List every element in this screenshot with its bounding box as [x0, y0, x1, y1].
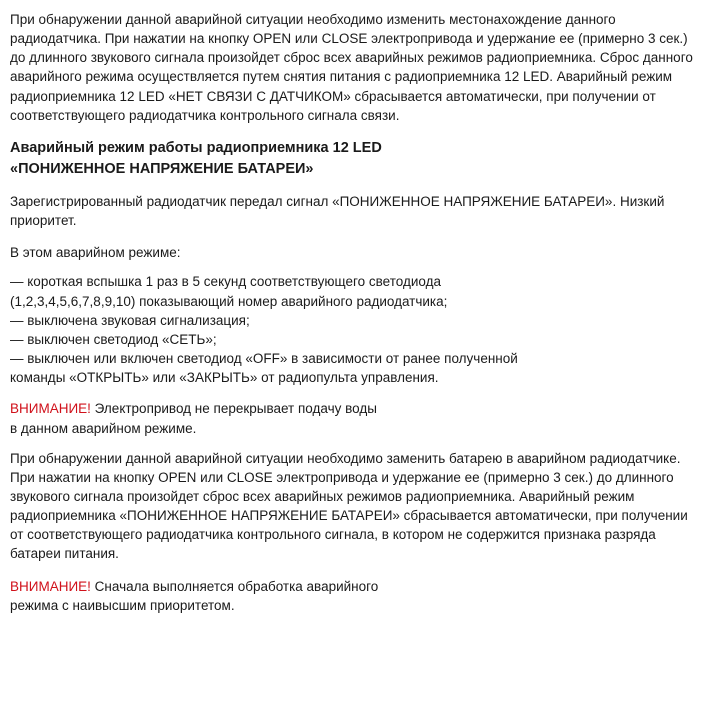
notice-text-1: Электропривод не перекрывает подачу воды: [90, 401, 377, 417]
notice-text-2: режима с наивысшим приоритетом.: [10, 597, 235, 613]
notice-line-1: [10, 577, 695, 596]
notice-water-supply: [10, 399, 695, 437]
list-item: команды «ОТКРЫТЬ» или «ЗАКРЫТЬ» от радиопульта управления.: [10, 370, 439, 386]
list-intro: В этом аварийном режиме:: [10, 245, 181, 261]
notice-text-2: в данном аварийном режиме.: [10, 420, 197, 436]
paragraph-replace-battery: При обнаружении данной аварийной ситуации необходимо заменить батарею в аварийном радиодатчике. При нажатии на кнопку OPEN или CLOSE электропривода и удержание ее (примерно 3 сек.) до длинного звукового сигнала произойдет сброс всех аварийных режимов радиоприемника. Аварийный режим радиоприемника «ПОНИЖЕННОЕ НАПРЯЖЕНИЕ БАТАРЕИ» сбрасывается автоматически, при получении от соответствующего радиодатчика контрольного сигнала, в котором не содержится признака разряда батареи питания.: [10, 450, 688, 562]
notice-line-1: [10, 399, 695, 418]
section-heading-line-1: Аварийный режим работы радиоприемника 12 LED: [10, 139, 382, 156]
list-item: — выключен светодиод «СЕТЬ»;: [10, 331, 217, 347]
notice-label: ВНИМАНИЕ!: [10, 401, 91, 417]
notice-text-1: Сначала выполняется обработка аварийного: [90, 578, 379, 594]
section-heading: [10, 138, 695, 180]
list-item: — короткая вспышка 1 раз в 5 секунд соответствующего светодиода: [10, 274, 441, 290]
paragraph-emergency-sensor-link: При обнаружении данной аварийной ситуации необходимо изменить местонахождение данного радиодатчика. При нажатии на кнопку OPEN или CLOSE электропривода и удержание ее (примерно 3 сек.) до длинного звукового сигнала произойдет сброс всех аварийных режимов радиоприемника. Сброс данного аварийного режима осуществляется путем снятия питания с радиоприемника 12 LED. Аварийный режим радиоприемника 12 LED «НЕТ СВЯЗИ С ДАТЧИКОМ» сбрасывается автоматически, при получении от соответствующего радиодатчика контрольного сигнала связи.: [10, 12, 693, 123]
paragraph-low-battery-signal: Зарегистрированный радиодатчик передал сигнал «ПОНИЖЕННОЕ НАПРЯЖЕНИЕ БАТАРЕИ». Низкий приоритет.: [10, 193, 665, 229]
notice-label: ВНИМАНИЕ!: [10, 578, 91, 594]
list-item: — выключена звуковая сигнализация;: [10, 312, 250, 328]
emergency-mode-list: [10, 272, 695, 387]
list-item: — выключен или включен светодиод «OFF» в зависимости от ранее полученной: [10, 351, 518, 367]
list-item: (1,2,3,4,5,6,7,8,9,10) показывающий номер аварийного радиодатчика;: [10, 293, 448, 309]
notice-priority: [10, 577, 695, 615]
section-heading-line-2: «ПОНИЖЕННОЕ НАПРЯЖЕНИЕ БАТАРЕИ»: [10, 160, 314, 177]
